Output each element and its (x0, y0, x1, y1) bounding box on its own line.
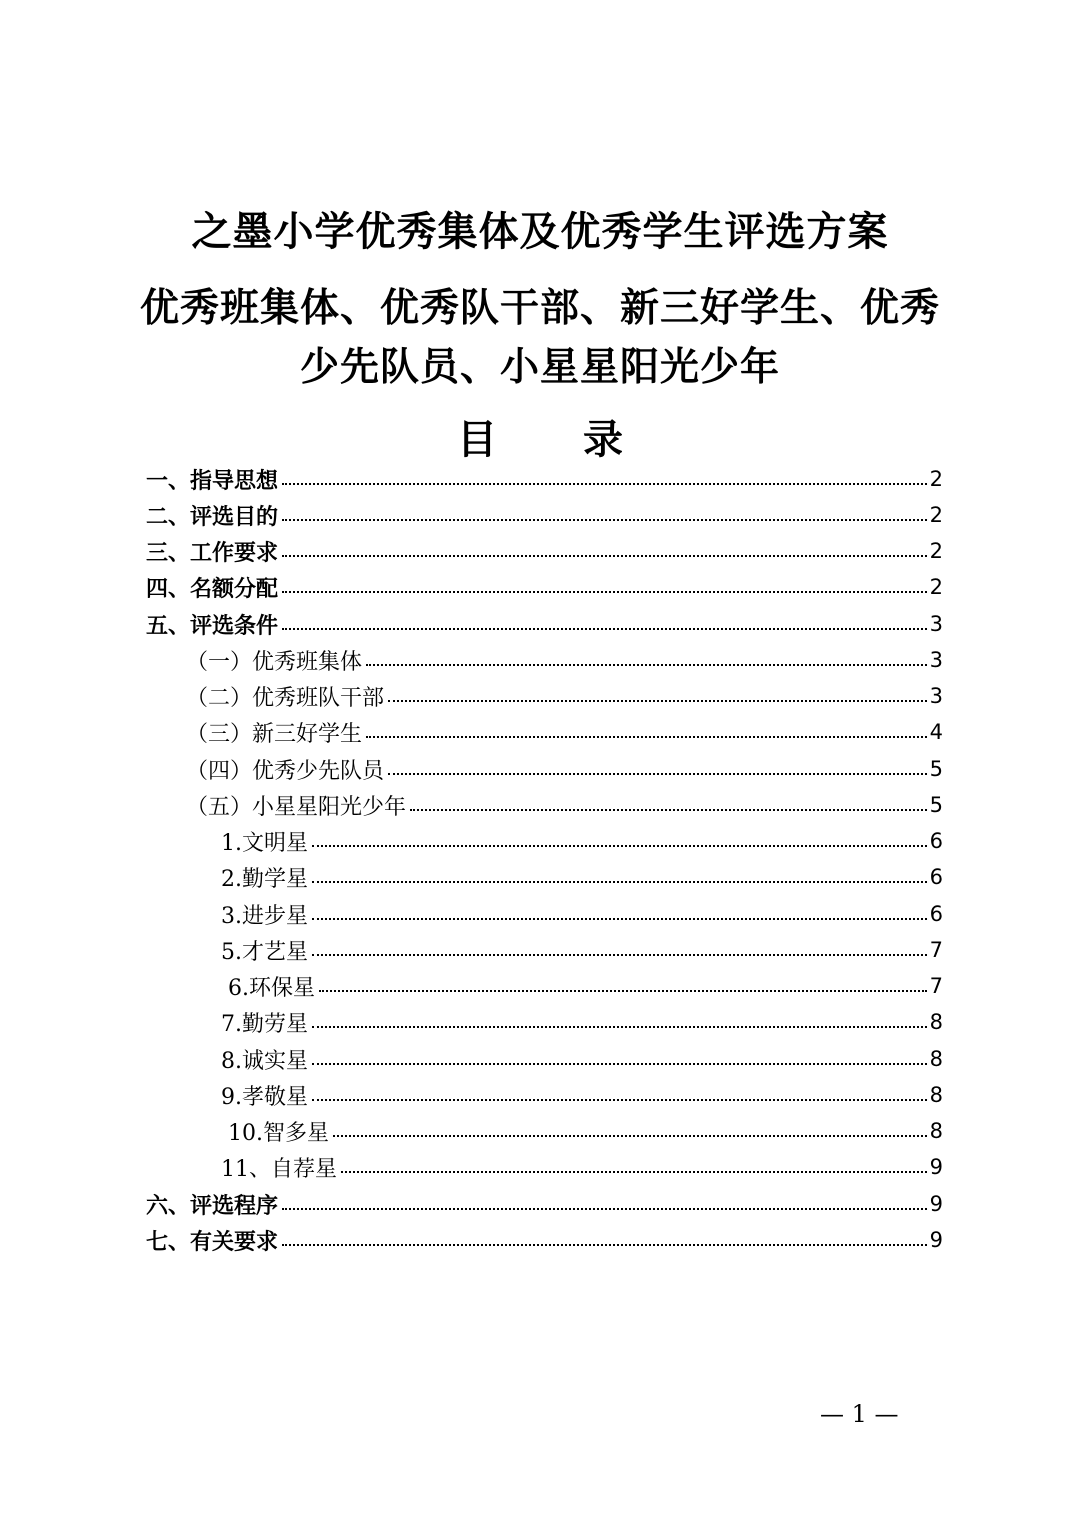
toc-leader-dots (312, 1062, 927, 1065)
toc-entry-label: （五）小星星阳光少年 (186, 794, 407, 820)
toc-entry-label: 5.才艺星 (221, 939, 308, 965)
toc-entry-label: （三）新三好学生 (186, 721, 363, 747)
toc-entry-page: 5 (929, 793, 943, 817)
toc-entry-page: 8 (929, 1083, 943, 1107)
toc-entry-page: 6 (929, 829, 943, 853)
toc-entry[interactable] (146, 497, 943, 533)
toc-entry[interactable] (221, 896, 943, 932)
toc-heading-right: 录 (583, 416, 623, 463)
toc-entry[interactable] (221, 1004, 943, 1040)
toc-entry-page: 9 (929, 1228, 943, 1252)
toc-entry-label: （二）优秀班队干部 (186, 685, 385, 711)
toc-entry-label: 6.环保星 (228, 975, 315, 1001)
toc-entry-label: （四）优秀少先队员 (186, 758, 385, 784)
toc-entry[interactable] (221, 823, 943, 859)
toc-entry-label: 7.勤劳星 (221, 1011, 308, 1037)
toc-entry[interactable] (146, 569, 943, 605)
toc-entry-label: 七、有关要求 (146, 1229, 279, 1255)
toc-entry[interactable] (221, 1041, 943, 1077)
toc-entry-label: 10.智多星 (228, 1120, 329, 1146)
toc-entry-page: 8 (929, 1119, 943, 1143)
toc-leader-dots (341, 1170, 927, 1173)
toc-entry-page: 3 (929, 684, 943, 708)
toc-leader-dots (366, 735, 927, 738)
toc-entry[interactable] (228, 968, 943, 1004)
document-subtitle-line-2: 少先队员、小星星阳光少年 (299, 344, 780, 390)
toc-entry-label: 8.诚实星 (221, 1048, 308, 1074)
toc-entry-page: 2 (929, 503, 943, 527)
toc-entry[interactable] (186, 787, 943, 823)
document-subtitle-line-1: 优秀班集体、优秀队干部、新三好学生、优秀 (139, 285, 940, 331)
toc-entry[interactable] (186, 751, 943, 787)
toc-entry-page: 7 (929, 974, 943, 998)
toc-heading (0, 408, 1080, 465)
toc-entry-page: 5 (929, 757, 943, 781)
toc-entry-label: 9.孝敬星 (221, 1084, 308, 1110)
toc-entry-label: 1.文明星 (221, 830, 308, 856)
toc-leader-dots (312, 917, 927, 920)
toc-entry-page: 2 (929, 539, 943, 563)
toc-entry-label: （一）优秀班集体 (186, 649, 363, 675)
toc-leader-dots (312, 953, 927, 956)
toc-entry[interactable] (221, 859, 943, 895)
toc-leader-dots (282, 518, 927, 521)
toc-entry[interactable] (186, 678, 943, 714)
toc-entry[interactable] (228, 1113, 943, 1149)
toc-leader-dots (282, 482, 927, 485)
document-title: 之墨小学优秀集体及优秀学生评选方案 (191, 208, 889, 255)
toc-entry-page: 3 (929, 648, 943, 672)
toc-leader-dots (312, 1025, 927, 1028)
toc-leader-dots (282, 1207, 927, 1210)
toc-leader-dots (282, 590, 927, 593)
toc-entry[interactable] (146, 533, 943, 569)
toc-leader-dots (312, 844, 927, 847)
toc-entry[interactable] (146, 1186, 943, 1222)
toc-entry-label: 二、评选目的 (146, 504, 279, 530)
toc-entry[interactable] (186, 642, 943, 678)
toc-entry-label: 3.进步星 (221, 903, 308, 929)
toc-leader-dots (319, 989, 927, 992)
toc-entry[interactable] (221, 1149, 943, 1185)
toc-entry[interactable] (146, 606, 943, 642)
toc-leader-dots (312, 880, 927, 883)
toc-entry-page: 6 (929, 865, 943, 889)
toc-entry[interactable] (221, 1077, 943, 1113)
toc-leader-dots (282, 554, 927, 557)
toc-entry-label: 2.勤学星 (221, 866, 308, 892)
toc-leader-dots (282, 627, 927, 630)
toc-entry[interactable] (146, 461, 943, 497)
toc-leader-dots (333, 1134, 927, 1137)
toc-entry[interactable] (146, 1222, 943, 1258)
toc-leader-dots (388, 699, 927, 702)
toc-entry-label: 六、评选程序 (146, 1193, 279, 1219)
toc-entry-page: 3 (929, 612, 943, 636)
page-number: — 1 — (820, 1400, 899, 1428)
toc-leader-dots (312, 1098, 927, 1101)
toc-entry-label: 11、自荐星 (221, 1156, 337, 1182)
toc-entry-page: 9 (929, 1155, 943, 1179)
toc-leader-dots (366, 663, 927, 666)
toc-entry-page: 8 (929, 1010, 943, 1034)
toc-leader-dots (388, 772, 927, 775)
toc-entry-page: 7 (929, 938, 943, 962)
toc-entry[interactable] (186, 714, 943, 750)
toc-entry-page: 8 (929, 1047, 943, 1071)
toc-leader-dots (410, 808, 927, 811)
toc-leader-dots (282, 1243, 927, 1246)
toc-heading-left: 目 (457, 416, 497, 463)
toc-entry-label: 一、指导思想 (146, 468, 279, 494)
toc-entry-page: 6 (929, 902, 943, 926)
toc-entry-page: 2 (929, 575, 943, 599)
toc-entry-page: 4 (929, 720, 943, 744)
toc-entry-page: 9 (929, 1192, 943, 1216)
toc-entry[interactable] (221, 932, 943, 968)
toc-entry-label: 五、评选条件 (146, 613, 279, 639)
toc-entry-label: 三、工作要求 (146, 540, 279, 566)
toc-entry-label: 四、名额分配 (146, 576, 279, 602)
toc-entry-page: 2 (929, 467, 943, 491)
